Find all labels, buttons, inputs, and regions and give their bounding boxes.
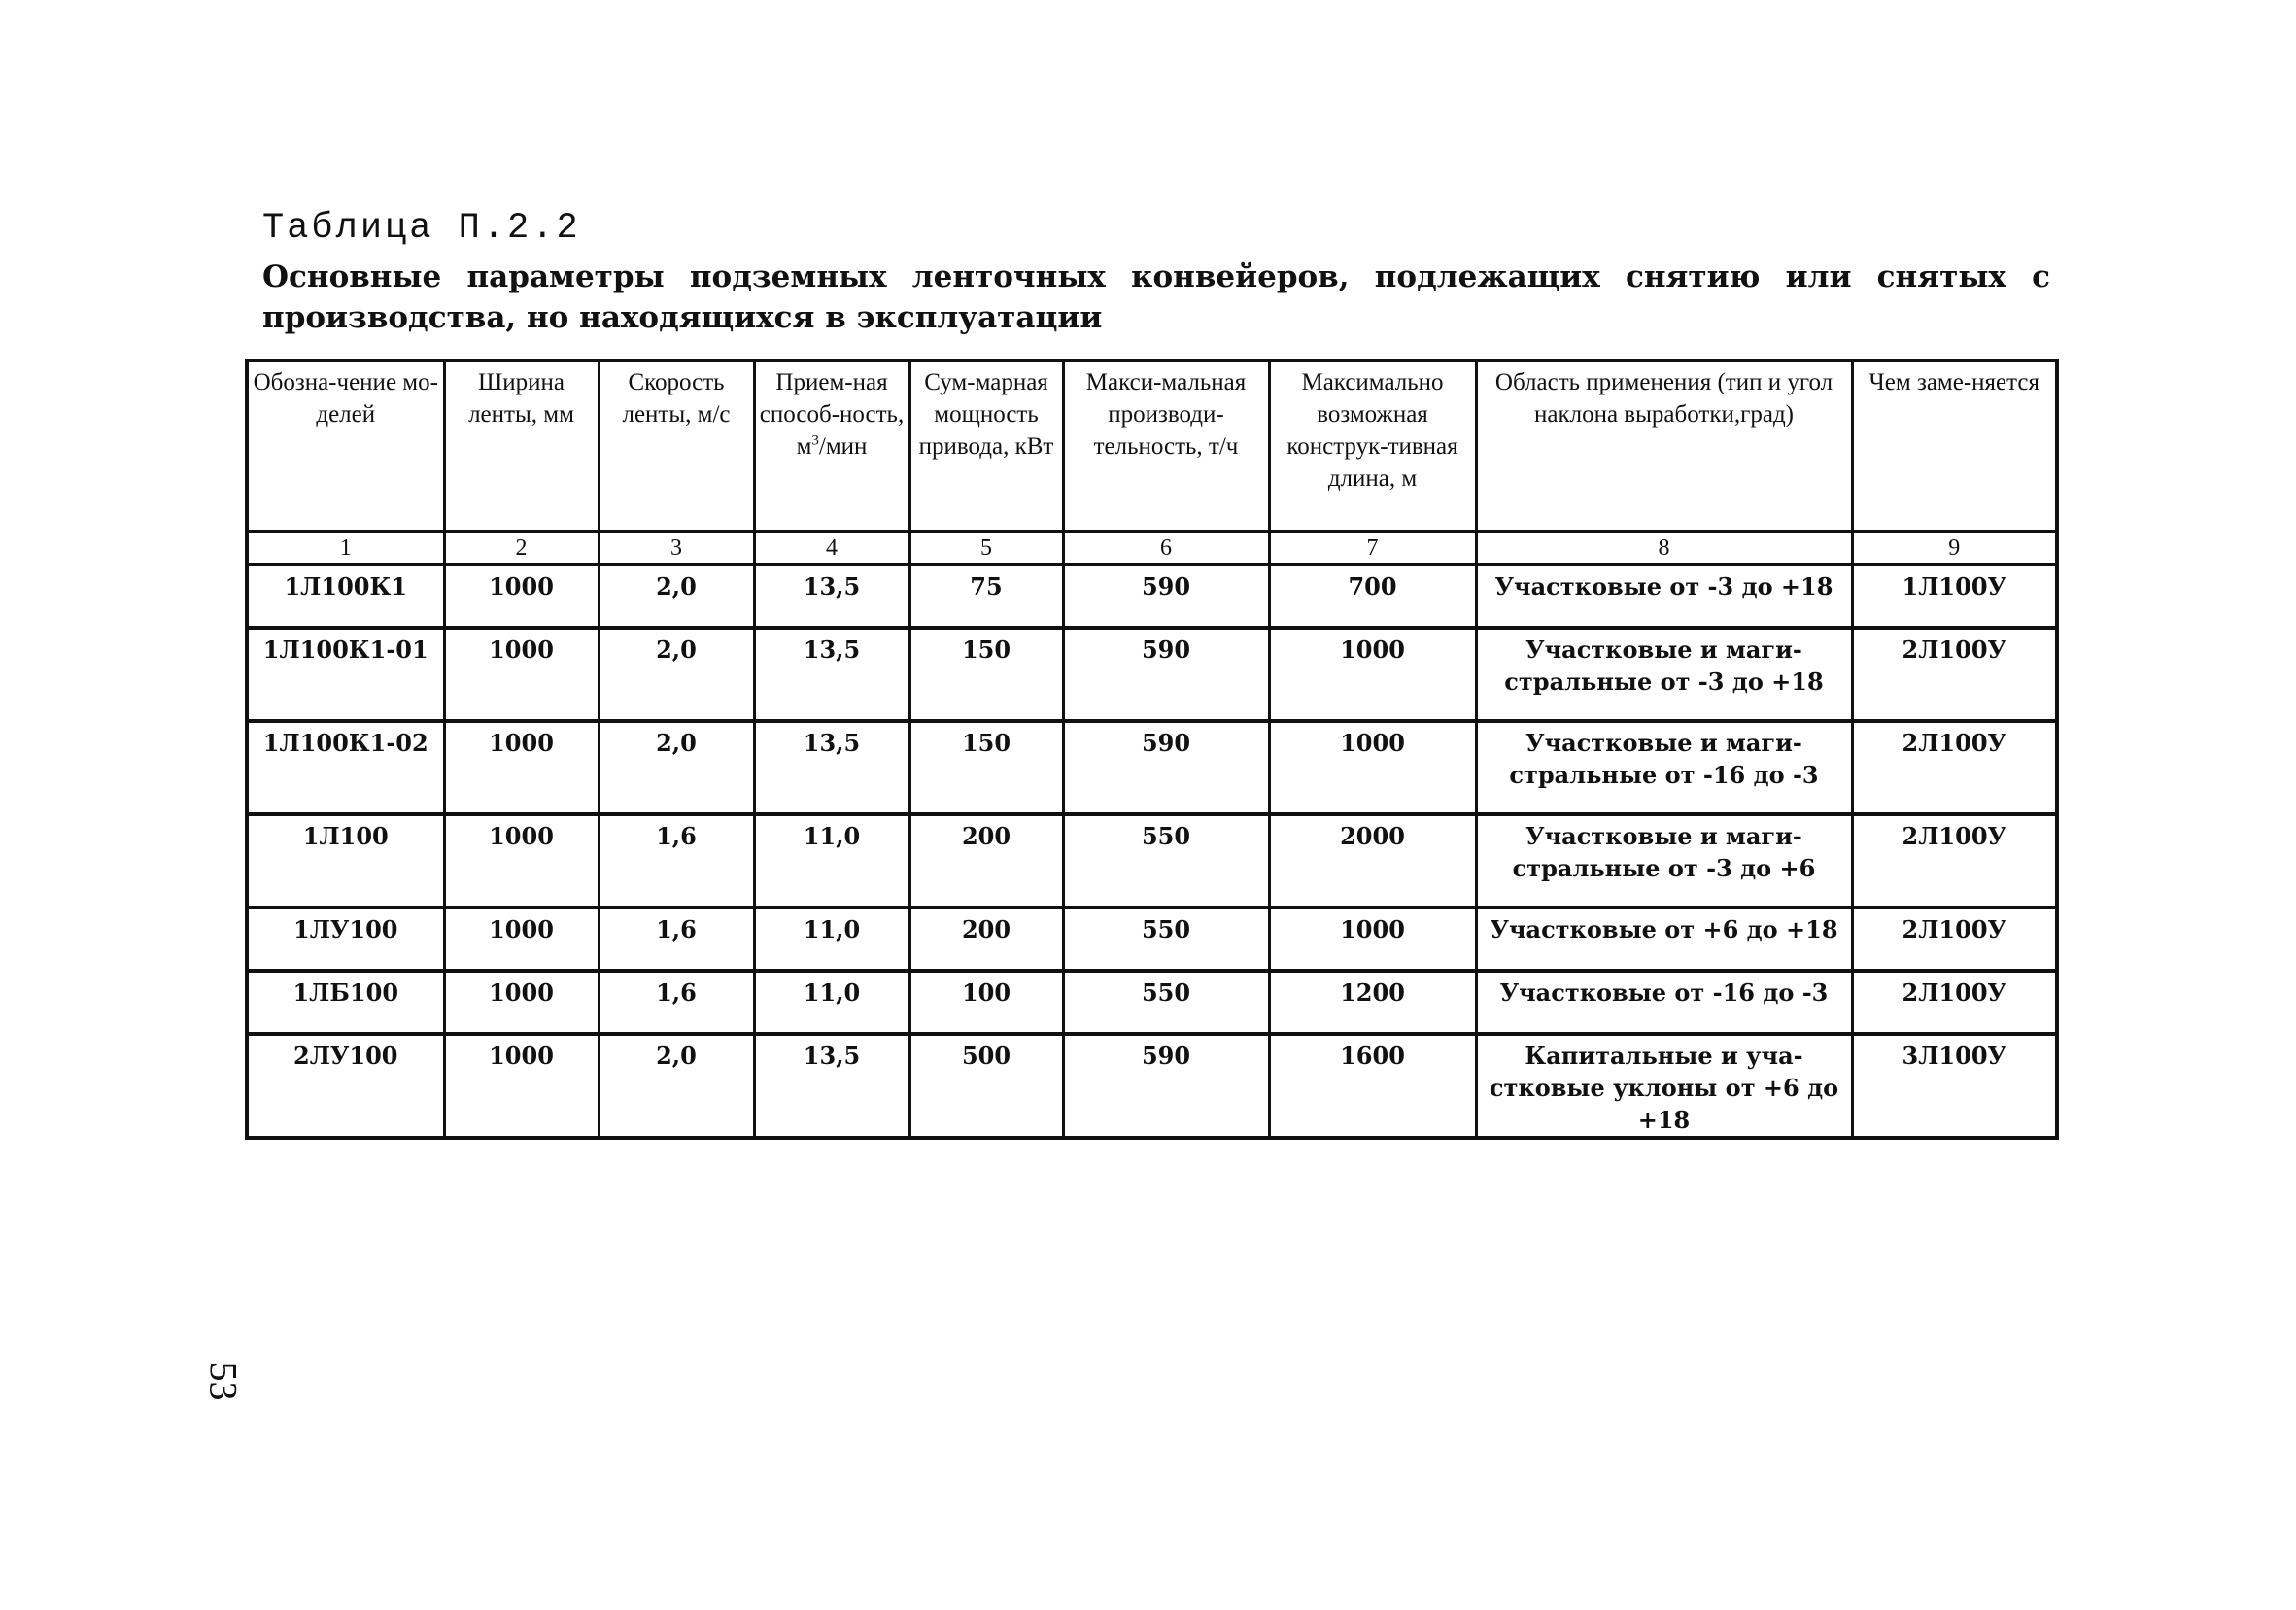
table-cell: 200 (909, 908, 1063, 971)
column-number: 6 (1063, 531, 1269, 565)
table-cell: 150 (909, 721, 1063, 814)
header-superscript: 3 (811, 432, 819, 449)
table-title: Основные параметры подземных ленточных конвейеров, подлежащих снятию или снятых с производства, но находящихся в эксплуатации (262, 259, 2050, 335)
table-cell: 13,5 (754, 721, 909, 814)
header-text: Скорость ленты, м/с (622, 369, 731, 428)
table-number: Таблица П.2.2 (262, 208, 581, 249)
table-body (247, 565, 2057, 1138)
table-cell: 11,0 (754, 971, 909, 1034)
header-text-tail: /мин (818, 433, 868, 460)
table-cell: 11,0 (754, 814, 909, 908)
table-cell: 1000 (1269, 908, 1476, 971)
table-cell: 2Л100У (1852, 814, 2057, 908)
page-number: 53 (201, 1361, 246, 1401)
table-cell: 150 (909, 628, 1063, 721)
table-cell: Участковые от -16 до -3 (1476, 971, 1852, 1034)
table-cell: 1Л100У (1852, 565, 2057, 628)
column-number: 3 (599, 531, 754, 565)
table-cell: 2Л100У (1852, 721, 2057, 814)
table-cell: 1200 (1269, 971, 1476, 1034)
table-cell: 1000 (444, 814, 599, 908)
table-cell: 1000 (444, 1034, 599, 1138)
header-cell (1852, 360, 2057, 531)
table-cell: 2Л100У (1852, 628, 2057, 721)
table-cell: 11,0 (754, 908, 909, 971)
table-cell: 2,0 (599, 628, 754, 721)
table-cell: Участковые от +6 до +18 (1476, 908, 1852, 971)
table-cell: 1Л100К1-02 (247, 721, 444, 814)
table-cell: 13,5 (754, 565, 909, 628)
table-cell: Участковые и маги-стральные от -3 до +6 (1476, 814, 1852, 908)
header-cell (599, 360, 754, 531)
table-cell: 590 (1063, 721, 1269, 814)
header-text: Макси-мальная производи-тельность, т/ч (1085, 369, 1247, 460)
header-text: Область применения (тип и угол наклона выработки,град) (1494, 369, 1833, 428)
table-cell: 1600 (1269, 1034, 1476, 1138)
table-row (247, 814, 2057, 908)
table-cell: 2,0 (599, 565, 754, 628)
header-text: Обозна-чение мо-делей (253, 369, 438, 428)
table-cell: Участковые от -3 до +18 (1476, 565, 1852, 628)
table-cell: 200 (909, 814, 1063, 908)
column-number: 7 (1269, 531, 1476, 565)
table-cell: 2Л100У (1852, 971, 2057, 1034)
table-row (247, 628, 2057, 721)
header-text: Максимально возможная конструк-тивная длина, м (1286, 369, 1458, 492)
header-text: Ширина ленты, мм (468, 369, 574, 428)
table-cell: 75 (909, 565, 1063, 628)
table-cell: 550 (1063, 971, 1269, 1034)
table-cell: 1Л100К1 (247, 565, 444, 628)
column-number: 1 (247, 531, 444, 565)
table-cell: 100 (909, 971, 1063, 1034)
table-cell: 3Л100У (1852, 1034, 2057, 1138)
table-cell: 1ЛУ100 (247, 908, 444, 971)
table-cell: 1000 (444, 721, 599, 814)
table-cell: 590 (1063, 628, 1269, 721)
header-text: Прием-ная способ-ность, м (759, 369, 905, 460)
table-cell: 550 (1063, 908, 1269, 971)
table-cell: 700 (1269, 565, 1476, 628)
table-cell: 13,5 (754, 1034, 909, 1138)
table-cell: 1ЛБ100 (247, 971, 444, 1034)
column-number: 4 (754, 531, 909, 565)
table-cell: 2Л100У (1852, 908, 2057, 971)
column-number: 8 (1476, 531, 1852, 565)
table-cell: 590 (1063, 565, 1269, 628)
table-cell: 1,6 (599, 908, 754, 971)
header-cell (247, 360, 444, 531)
header-cell (754, 360, 909, 531)
header-text: Сум-марная мощность привода, кВт (918, 369, 1054, 460)
table-row (247, 721, 2057, 814)
table-cell: 2,0 (599, 1034, 754, 1138)
table-cell: 2000 (1269, 814, 1476, 908)
column-number: 9 (1852, 531, 2057, 565)
table-cell: 2,0 (599, 721, 754, 814)
header-text: Чем заме-няется (1868, 369, 2039, 395)
table-cell: Участковые и маги-стральные от -16 до -3 (1476, 721, 1852, 814)
table-cell: 1000 (444, 908, 599, 971)
table-cell: 550 (1063, 814, 1269, 908)
table-cell: 590 (1063, 1034, 1269, 1138)
table-cell: 1,6 (599, 814, 754, 908)
table-cell: 500 (909, 1034, 1063, 1138)
table-cell: 1,6 (599, 971, 754, 1034)
column-number-row (247, 531, 2057, 565)
parameters-table (245, 359, 2059, 1140)
table-cell: 1000 (1269, 628, 1476, 721)
header-cell (1476, 360, 1852, 531)
header-cell (1269, 360, 1476, 531)
table-cell: 1000 (1269, 721, 1476, 814)
column-number: 5 (909, 531, 1063, 565)
table-cell: 1000 (444, 628, 599, 721)
table-cell: Капитальные и уча-стковые уклоны от +6 до +18 (1476, 1034, 1852, 1138)
table-cell: 13,5 (754, 628, 909, 721)
table-cell: Участковые и маги-стральные от -3 до +18 (1476, 628, 1852, 721)
header-cell (444, 360, 599, 531)
table-row (247, 1034, 2057, 1138)
table-row (247, 908, 2057, 971)
column-number: 2 (444, 531, 599, 565)
table-cell: 1000 (444, 971, 599, 1034)
header-cell (909, 360, 1063, 531)
header-cell (1063, 360, 1269, 531)
table-row (247, 565, 2057, 628)
table-cell: 1Л100К1-01 (247, 628, 444, 721)
table-cell: 2ЛУ100 (247, 1034, 444, 1138)
table-cell: 1Л100 (247, 814, 444, 908)
table-row (247, 971, 2057, 1034)
table-header-row (247, 360, 2057, 531)
table-cell: 1000 (444, 565, 599, 628)
